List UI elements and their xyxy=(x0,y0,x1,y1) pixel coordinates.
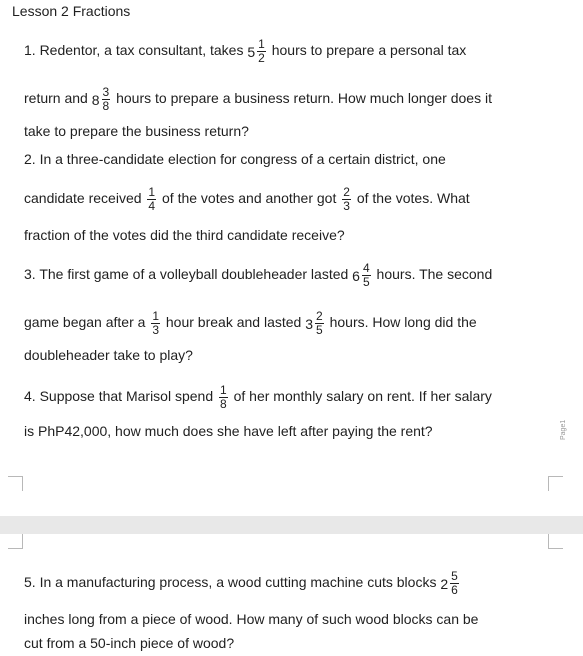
q5-f1-whole: 2 xyxy=(440,575,449,592)
q5-line-3: cut from a 50-inch piece of wood? xyxy=(24,635,235,651)
q1-f2-fraction xyxy=(102,86,111,113)
q2-text-b: candidate received xyxy=(24,190,142,207)
q4-fraction-1 xyxy=(219,384,228,411)
q2-f1-numerator: 1 xyxy=(148,185,156,199)
q1-f1-whole: 5 xyxy=(247,43,256,60)
q5-text-a: 5. In a manufacturing process, a wood cutting machine cuts blocks xyxy=(24,574,437,591)
q3-f3-numerator: 2 xyxy=(316,309,323,323)
q3-f3-whole: 3 xyxy=(305,315,314,332)
q1-line-2 xyxy=(24,86,492,113)
q2-line-1: 2. In a three-candidate election for congress of a certain district, one xyxy=(24,151,446,167)
q2-f2-denominator: 3 xyxy=(343,199,350,213)
q1-text-d: hours to prepare a business return. How much longer does it xyxy=(116,90,492,107)
q3-f3-denominator: 5 xyxy=(316,323,323,337)
q4-line-1 xyxy=(24,384,492,411)
crop-mark-top-left xyxy=(8,534,23,549)
q3-f1-numerator: 4 xyxy=(362,261,370,275)
q5-f1-fraction xyxy=(450,570,459,597)
q4-text-a: 4. Suppose that Marisol spend xyxy=(24,388,214,405)
crop-mark-top-right xyxy=(548,534,563,549)
q2-text-c: of the votes and another got xyxy=(162,190,337,207)
q4-text-b: of her monthly salary on rent. If her salary xyxy=(233,388,492,405)
lesson-title: Lesson 2 Fractions xyxy=(12,3,131,19)
q1-line-3: take to prepare the business return? xyxy=(24,123,249,139)
q1-f1-denominator: 2 xyxy=(258,51,265,65)
q5-f1-numerator: 5 xyxy=(451,569,458,583)
q4-f1-numerator: 1 xyxy=(220,383,227,397)
crop-mark-bottom-right xyxy=(548,476,563,491)
q3-f2-numerator: 1 xyxy=(152,309,159,323)
q3-fraction-2 xyxy=(151,310,160,337)
worksheet-page-2 xyxy=(0,534,583,656)
q1-f1-numerator: 1 xyxy=(258,37,265,51)
q3-text-e: hours. How long did the xyxy=(329,314,477,331)
q3-mixed-fraction-3 xyxy=(305,310,325,337)
q1-text-a: 1. Redentor, a tax consultant, takes xyxy=(24,42,244,59)
q3-f2-denominator: 3 xyxy=(152,323,159,337)
q2-f2-numerator: 2 xyxy=(343,185,350,199)
q3-f1-whole: 6 xyxy=(352,267,360,284)
q2-f1-denominator: 4 xyxy=(148,199,156,213)
q3-text-a: 3. The first game of a volleyball doubleheader lasted xyxy=(24,266,349,283)
q5-mixed-fraction-1 xyxy=(440,570,460,597)
q3-f1-denominator: 5 xyxy=(362,275,370,289)
q1-line-1 xyxy=(24,38,466,65)
q1-f2-numerator: 3 xyxy=(102,85,110,99)
page-separator xyxy=(0,516,583,534)
q1-text-b: hours to prepare a personal tax xyxy=(271,42,467,59)
q4-line-2: is PhP42,000, how much does she have left after paying the rent? xyxy=(24,423,433,439)
q1-mixed-fraction-2 xyxy=(92,86,112,113)
q2-text-d: of the votes. What xyxy=(356,190,470,207)
q4-f1-denominator: 8 xyxy=(220,397,227,411)
q3-line-2 xyxy=(24,310,477,337)
q5-f1-denominator: 6 xyxy=(451,583,458,597)
q1-f1-fraction xyxy=(257,38,266,65)
q3-text-d: hour break and lasted xyxy=(165,314,302,331)
q1-mixed-fraction-1 xyxy=(247,38,267,65)
q3-text-c: game began after a xyxy=(24,314,146,331)
q5-line-2: inches long from a piece of wood. How many of such wood blocks can be xyxy=(24,611,479,627)
q1-f2-whole: 8 xyxy=(91,91,100,108)
q3-f1-fraction xyxy=(362,262,371,289)
q2-fraction-1 xyxy=(147,186,156,213)
q1-text-c: return and xyxy=(24,90,88,107)
q3-mixed-fraction-1 xyxy=(352,262,372,289)
q2-line-3: fraction of the votes did the third candidate receive? xyxy=(24,227,345,243)
page-label: Page1 xyxy=(560,419,567,440)
q5-line-1 xyxy=(24,570,461,597)
q3-line-1 xyxy=(24,262,492,289)
crop-mark-bottom-left xyxy=(8,476,23,491)
q2-fraction-2 xyxy=(342,186,351,213)
q3-f3-fraction xyxy=(315,310,324,337)
q1-f2-denominator: 8 xyxy=(102,99,110,113)
q2-line-2 xyxy=(24,186,470,213)
q3-line-3: doubleheader take to play? xyxy=(24,347,193,363)
q3-text-b: hours. The second xyxy=(376,266,493,283)
